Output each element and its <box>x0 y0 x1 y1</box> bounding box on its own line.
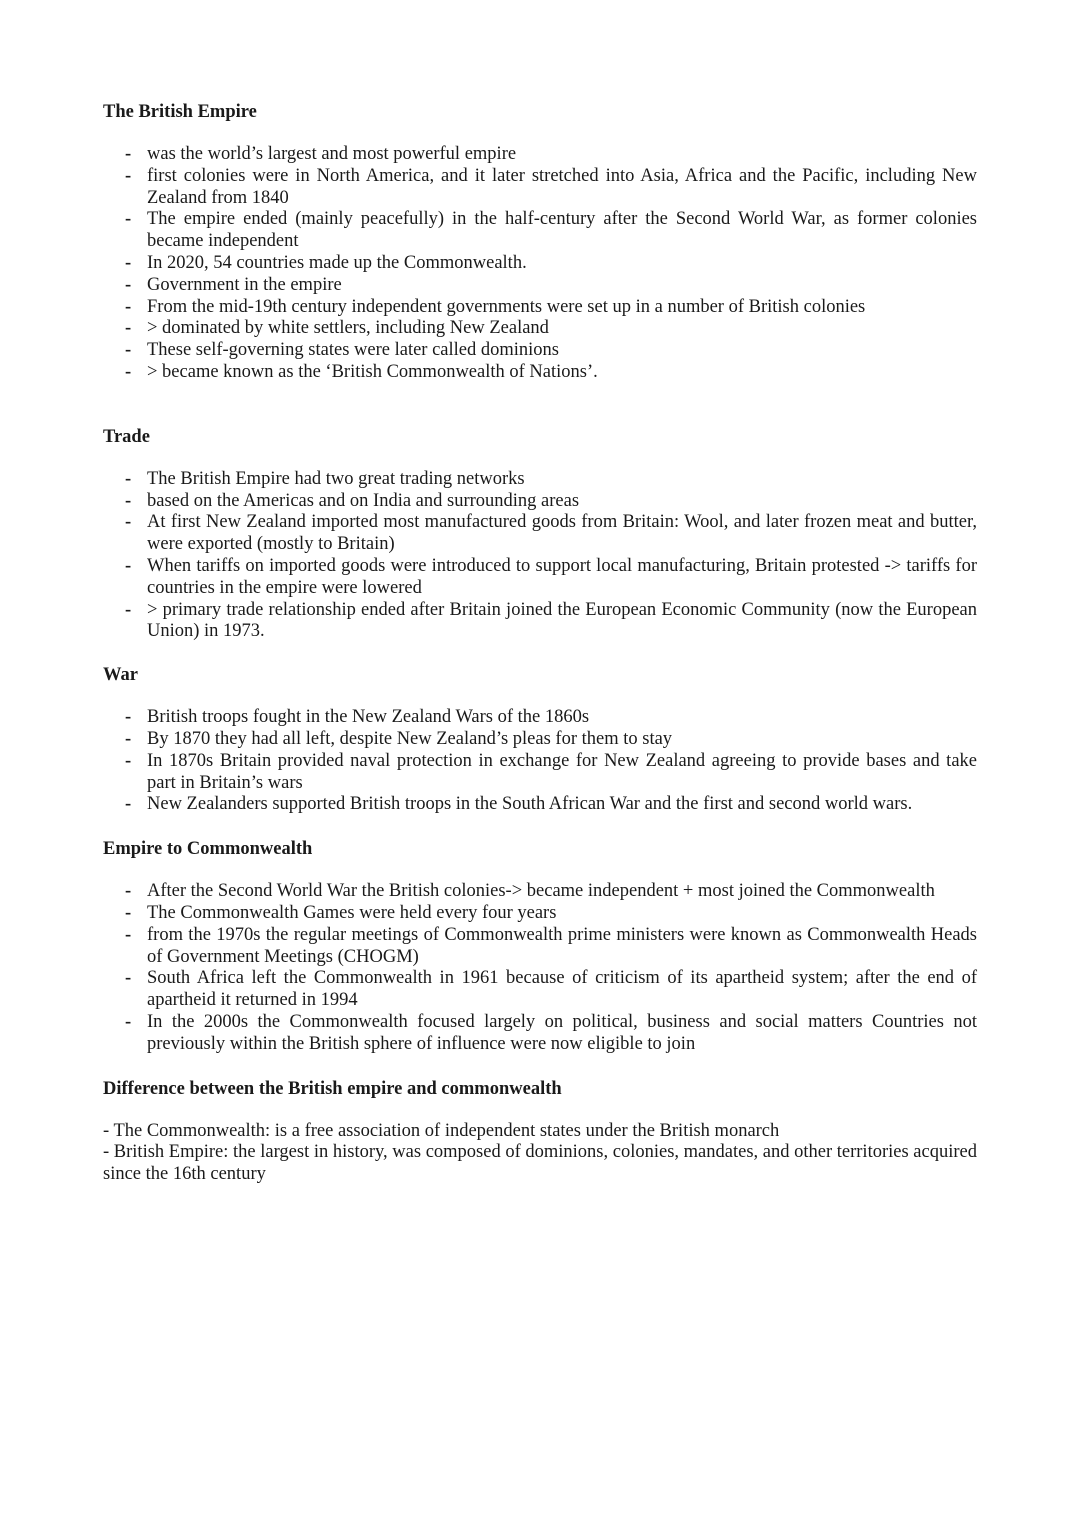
section-empire-to-commonwealth <box>103 837 977 1055</box>
list-item: - The British Empire had two great trading networks <box>147 469 977 491</box>
bullet-list <box>103 469 977 643</box>
list-item: - South Africa left the Commonwealth in 1961 because of criticism of its apartheid system; after the end of apartheid it returned in 1994 <box>147 968 977 1012</box>
list-item: - first colonies were in North America, and it later stretched into Asia, Africa and the Pacific, including New Zealand from 1840 <box>147 166 977 210</box>
bullet-list <box>103 881 977 1055</box>
paragraph-line: - The Commonwealth: is a free association of independent states under the British monarch <box>103 1120 780 1141</box>
section-heading: Empire to Commonwealth <box>103 839 313 860</box>
list-item: - These self-governing states were later called dominions <box>147 340 977 362</box>
section-war <box>103 663 977 816</box>
paragraph-line: - British Empire: the largest in history, was composed of dominions, colonies, mandates, and other territories acquired since the 16th century <box>103 1142 977 1185</box>
list-item: - At first New Zealand imported most manufactured goods from Britain: Wool, and later frozen meat and butter, were exported (mostly to Britain) <box>147 512 977 556</box>
list-item: - From the mid-19th century independent governments were set up in a number of British colonies <box>147 297 977 319</box>
list-item: - After the Second World War the British colonies-> became independent + most joined the Commonwealth <box>147 881 977 903</box>
bullet-list <box>103 707 977 816</box>
list-item: - was the world’s largest and most powerful empire <box>147 144 977 166</box>
list-item: - Government in the empire <box>147 275 977 297</box>
section-trade <box>103 425 977 643</box>
bullet-list <box>103 144 977 384</box>
difference-text <box>103 1121 977 1186</box>
list-item: - British troops fought in the New Zealand Wars of the 1860s <box>147 707 977 729</box>
document-page <box>103 100 977 1186</box>
list-item: - The empire ended (mainly peacefully) in the half-century after the Second World War, as former colonies became independent <box>147 209 977 253</box>
list-item: - In 1870s Britain provided naval protection in exchange for New Zealand agreeing to provide bases and take part in Britain’s wars <box>147 751 977 795</box>
section-heading: Trade <box>103 426 150 447</box>
section-heading: The British Empire <box>103 102 257 122</box>
section-difference <box>103 1077 977 1186</box>
list-item: - from the 1970s the regular meetings of Commonwealth prime ministers were known as Commonwealth Heads of Government Meetings (CHOGM) <box>147 925 977 969</box>
list-item: - > dominated by white settlers, including New Zealand <box>147 318 977 340</box>
section-heading: Difference between the British empire and commonwealth <box>103 1078 562 1099</box>
list-item: - > primary trade relationship ended after Britain joined the European Economic Community (now the European Union) in 1973. <box>147 600 977 644</box>
list-item: - When tariffs on imported goods were introduced to support local manufacturing, Britain protested -> tariffs for countries in the empire were lowered <box>147 556 977 600</box>
list-item: - > became known as the ‘British Commonwealth of Nations’. <box>147 362 977 384</box>
list-item: - In the 2000s the Commonwealth focused largely on political, business and social matters Countries not previously within the British sphere of influence were now eligible to join <box>147 1012 977 1056</box>
list-item: - By 1870 they had all left, despite New Zealand’s pleas for them to stay <box>147 729 977 751</box>
list-item: - The Commonwealth Games were held every four years <box>147 903 977 925</box>
list-item: - based on the Americas and on India and surrounding areas <box>147 491 977 513</box>
section-british-empire <box>103 100 977 384</box>
list-item: - In 2020, 54 countries made up the Commonwealth. <box>147 253 977 275</box>
list-item: - New Zealanders supported British troops in the South African War and the first and second world wars. <box>147 794 977 816</box>
section-heading: War <box>103 665 138 686</box>
